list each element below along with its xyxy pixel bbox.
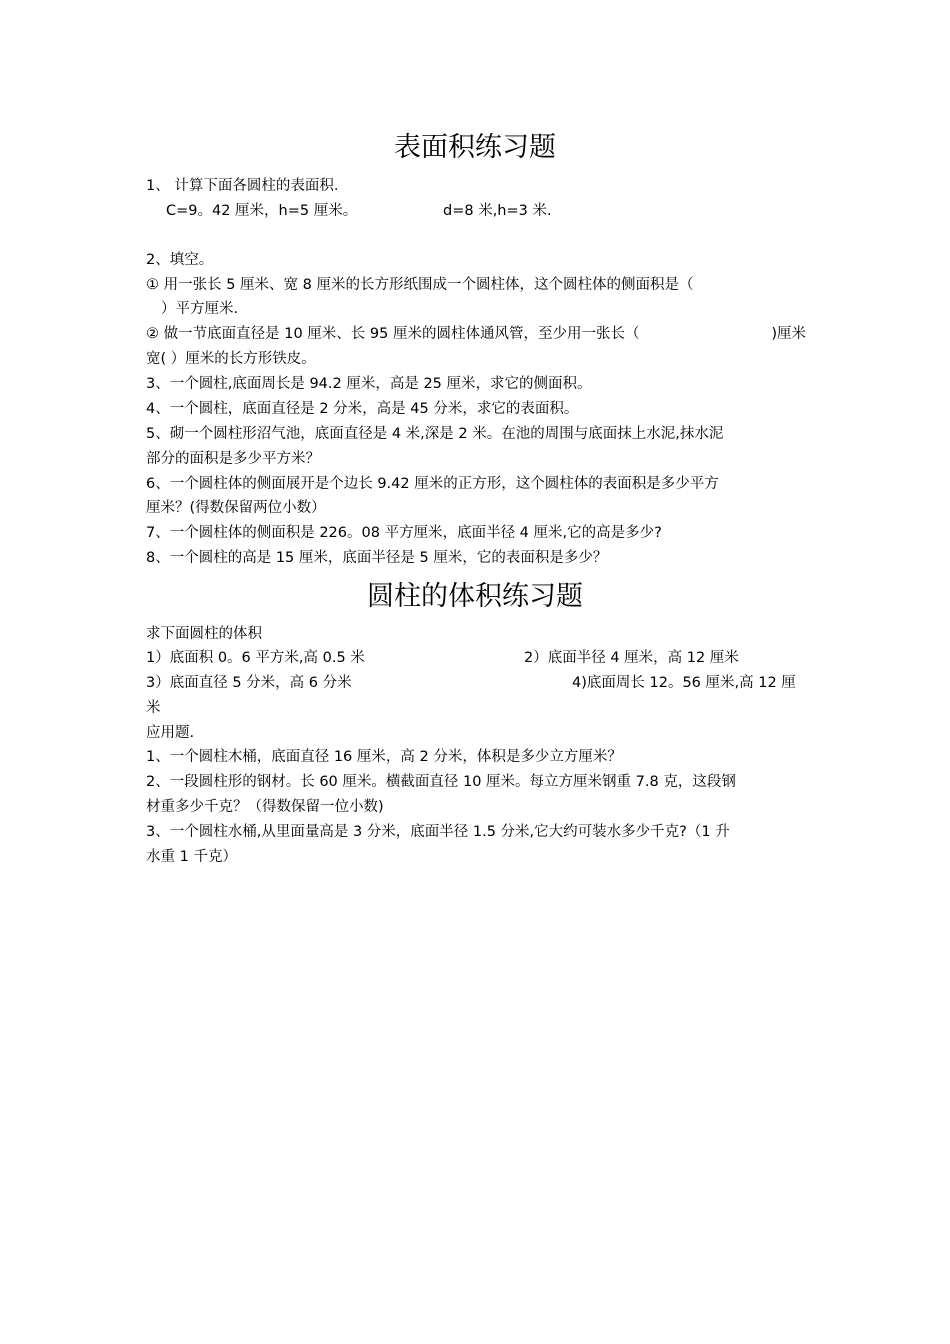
q2-2-line1-left: ② 做一节底面直径是 10 厘米、长 95 厘米的圆柱体通风管，至少用一张长（ bbox=[146, 326, 640, 342]
volume-item-4-line1: 4)底面周长 12。56 厘米,高 12 厘 bbox=[572, 675, 796, 691]
q4: 4、一个圆柱，底面直径是 2 分米，高是 45 分米，求它的表面积。 bbox=[146, 401, 579, 417]
q3: 3、一个圆柱,底面周长是 94.2 厘米，高是 25 厘米，求它的侧面积。 bbox=[146, 376, 592, 392]
q6-line1: 6、一个圆柱体的侧面展开是个边长 9.42 厘米的正方形，这个圆柱体的表面积是多少平方 bbox=[146, 476, 719, 492]
section1-title: 表面积练习题 bbox=[394, 132, 556, 163]
q6-line2: 厘米？(得数保留两位小数） bbox=[146, 500, 326, 516]
q5-line1: 5、砌一个圆柱形沼气池，底面直径是 4 米,深是 2 米。在池的周围与底面抹上水泥,抹水泥 bbox=[146, 426, 724, 442]
apply-q3-line1: 3、一个圆柱水桶,从里面量高是 3 分米，底面半径 1.5 分米,它大约可装水多少千克?（1 升 bbox=[146, 824, 730, 840]
apply-q2-line2: 材重多少千克？（得数保留一位小数) bbox=[146, 799, 384, 815]
q2-heading: 2、填空。 bbox=[146, 252, 214, 268]
volume-item-4-line2: 米 bbox=[146, 700, 161, 716]
section2-title: 圆柱的体积练习题 bbox=[367, 581, 583, 612]
q1-item-a: C=9。42 厘米，h=5 厘米。 bbox=[166, 203, 358, 219]
q2-2-line1-right: )厘米 bbox=[771, 326, 806, 342]
q2-1-line1: ① 用一张长 5 厘米、宽 8 厘米的长方形纸围成一个圆柱体，这个圆柱体的侧面积是（ bbox=[146, 277, 694, 293]
q8: 8、一个圆柱的高是 15 厘米，底面半径是 5 厘米，它的表面积是多少？ bbox=[146, 550, 608, 566]
volume-item-2: 2）底面半径 4 厘米，高 12 厘米 bbox=[524, 650, 739, 666]
volume-item-3: 3）底面直径 5 分米，高 6 分米 bbox=[146, 675, 352, 691]
q1-item-b: d=8 米,h=3 米. bbox=[443, 203, 552, 219]
q2-2-line2: 宽( ）厘米的长方形铁皮。 bbox=[146, 351, 316, 367]
volume-intro: 求下面圆柱的体积 bbox=[146, 626, 262, 642]
apply-q2-line1: 2、一段圆柱形的钢材。长 60 厘米。横截面直径 10 厘米。每立方厘米钢重 7.8 克，这段钢 bbox=[146, 774, 736, 790]
q2-2-line1 bbox=[146, 324, 806, 344]
apply-heading: 应用题. bbox=[146, 725, 195, 741]
q1-heading: 1、 计算下面各圆柱的表面积. bbox=[146, 178, 339, 194]
q2-1-line2: ）平方厘米. bbox=[161, 301, 239, 317]
apply-q3-line2: 水重 1 千克） bbox=[146, 849, 237, 865]
volume-item-1: 1）底面积 0。6 平方米,高 0.5 米 bbox=[146, 650, 365, 666]
q5-line2: 部分的面积是多少平方米？ bbox=[146, 451, 320, 467]
q7: 7、一个圆柱体的侧面积是 226。08 平方厘米，底面半径 4 厘米,它的高是多少? bbox=[146, 525, 662, 541]
apply-q1: 1、一个圆柱木桶，底面直径 16 厘米，高 2 分米，体积是多少立方厘米？ bbox=[146, 749, 622, 765]
